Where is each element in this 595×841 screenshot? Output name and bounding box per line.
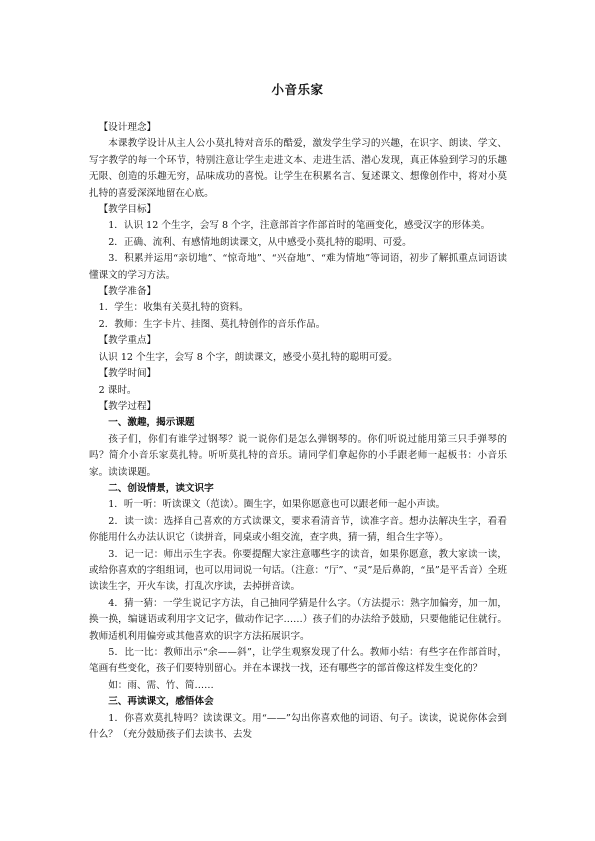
- paragraph: 1．听一听：听读课文（范读）。圈生字，如果你愿意也可以跟老师一起小声读。: [108, 499, 446, 511]
- paragraph: 2．正确、流利、有感情地朗读课文，从中感受小莫扎特的聪明、可爱。: [108, 236, 412, 248]
- paragraph: 3．积累并运用“亲切地”、“惊奇地”、“兴奋地”、“难为情地”等词语，初步了解抓重点词语读懂课文的学习方法。: [89, 253, 507, 281]
- paragraph: 1．认识 12 个生字，会写 8 个字，注意部首字作部首时的笔画变化，感受汉字的形体美。: [108, 220, 491, 232]
- section-heading: 一、激趣，揭示课题: [108, 417, 195, 429]
- paragraph: 4．猜一猜：一学生说记字方法，自己抽同学猜是什么字。（方法提示：熟字加偏旁，加一加，换一换，编谜语或利用字文记字，做动作记字……）孩子们的办法给予鼓励，只要他能记住就行。教师适机利用偏旁或其他喜欢的识字方法拓展识字。: [89, 597, 507, 642]
- paragraph: 【教学准备】: [98, 286, 157, 298]
- section-heading: 二、创设情景，读文识字: [108, 482, 214, 494]
- paragraph: 如：雨、需、竹、简……: [108, 679, 214, 691]
- paragraph: 2．读一读：选择自己喜欢的方式读课文，要求看清音节，读准字音。想办法解决生字，看看你能用什么办法认识它（读拼音，同桌或小组交流，查字典，猜一猜，组合生字等）。: [89, 515, 507, 544]
- paragraph: 【教学目标】: [98, 204, 157, 216]
- paragraph: 5．比一比：教师出示“余——斜”，让学生观察发现了什么。教师小结：有些字在作部首时，笔画有些变化，孩子们要特别留心。并在本课找一找，还有哪些字的部首像这样发生变化的？: [89, 647, 507, 675]
- paragraph: 本课教学设计从主人公小莫扎特对音乐的酷爱，激发学生学习的兴趣，在识字、朗读、学文、写字教学的每一个环节，特别注意让学生走进文本、走进生活、潜心发现，真正体验到学习的乐趣无限、创造的乐趣无穷，品味成功的喜悦。让学生在积累名言、复述课文、想像创作中，将对小莫扎特的喜爱深深地留在心底。: [89, 138, 507, 199]
- paragraph: 孩子们，你们有谁学过钢琴？说一说你们是怎么弹钢琴的。你们听说过能用第三只手弹琴的吗？简介小音乐家莫扎特。听听莫扎特的音乐。请同学们拿起你的小手跟老师一起板书：小音乐家。读读课题。: [89, 433, 507, 478]
- paragraph: 认识 12 个生字，会写 8 个字，朗读课文，感受小莫扎特的聪明可爱。: [98, 351, 398, 363]
- section-heading: 三、再读课文，感悟体会: [108, 696, 214, 708]
- page-title: 小音乐家: [271, 82, 324, 97]
- paragraph: 1．学生：收集有关莫扎特的资料。: [98, 302, 249, 314]
- paragraph: 【设计理念】: [98, 122, 157, 133]
- paragraph: 【教学重点】: [98, 335, 157, 347]
- paragraph: 2 课时。: [98, 384, 137, 396]
- paragraph: 【教学时间】: [98, 368, 157, 380]
- paragraph: 2．教师：生字卡片、挂图、莫扎特创作的音乐作品。: [98, 318, 326, 330]
- paragraph: 3．记一记：师出示生字表。你要提醒大家注意哪些字的读音，如果你愿意，教大家读一读，或给你喜欢的字组组词，也可以用词说一句话。（注意：“厅”、“灵”是后鼻韵，“虽”是平舌音）全班读读生字，开火车读，打乱次序读，去掉拼音读。: [89, 548, 507, 593]
- paragraph: 【教学过程】: [98, 400, 157, 412]
- document-body: [89, 120, 507, 743]
- paragraph: 1．你喜欢莫扎特吗？读读课文。用“——”勾出你喜欢他的词语、句子。读读，说说你体会到什么？（充分鼓励孩子们去读书、去发: [89, 712, 507, 741]
